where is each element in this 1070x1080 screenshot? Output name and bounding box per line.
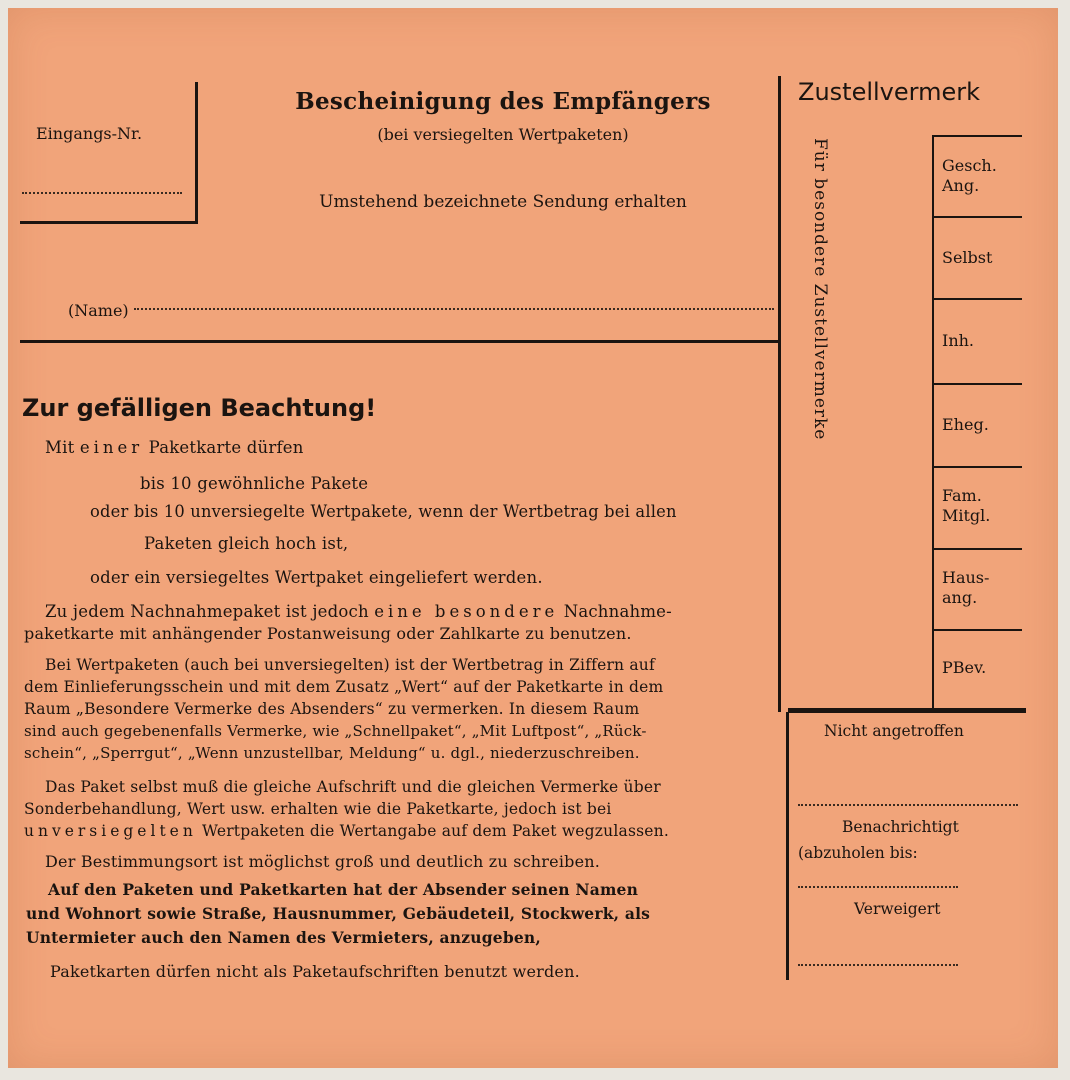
notes-p3-line-2: dem Einlieferungsschein und mit dem Zusatz „Wert“ auf der Paketkarte in dem — [24, 678, 664, 696]
box-divider-1 — [932, 216, 1022, 218]
notes-p2-emph: eine besondere — [374, 602, 559, 621]
eingangs-box-bottom-border — [20, 221, 198, 224]
notes-heading: Zur gefälligen Beachtung! — [22, 394, 377, 422]
box-label-gesch-ang[interactable]: Gesch. Ang. — [942, 156, 997, 195]
not-found-field[interactable] — [798, 804, 1018, 806]
page-title: Bescheinigung des Empfängers — [295, 88, 711, 115]
notes-p3-line-1: Bei Wertpaketen (auch bei unversiegelten) ist der Wertbetrag in Ziffern auf — [45, 656, 655, 674]
not-found-label[interactable]: Nicht angetroffen — [824, 722, 964, 740]
eingangs-box-right-border — [195, 82, 198, 224]
notes-p4-rest: Wertpaketen die Wertangabe auf dem Paket wegzulassen. — [196, 822, 669, 840]
box-label-eheg[interactable]: Eheg. — [942, 415, 989, 434]
box-divider-2 — [932, 298, 1022, 300]
name-label: (Name) — [68, 301, 129, 320]
box-divider-5 — [932, 548, 1022, 550]
page-subtitle: (bei versiegelten Wertpaketen) — [377, 125, 629, 144]
notes-p3-line-4: sind auch gegebenenfalls Vermerke, wie „Schnellpaket“, „Mit Luftpost“, „Rück- — [24, 722, 647, 740]
notes-p4-emph: unversiegelten — [24, 822, 197, 840]
notes-line-5: oder ein versiegeltes Wertpaket eingeliefert werden. — [90, 568, 543, 587]
box-divider-4 — [932, 466, 1022, 468]
notes-line-1-a: Mit — [45, 438, 80, 457]
box-label-haus-ang[interactable]: Haus- ang. — [942, 568, 990, 607]
box-divider-3 — [932, 383, 1022, 385]
refused-field[interactable] — [798, 964, 958, 966]
notes-line-4: Paketen gleich hoch ist, — [144, 534, 349, 553]
box-label-fam-mitgl[interactable]: Fam. Mitgl. — [942, 486, 991, 525]
notes-line-1-c: Paketkarte dürfen — [143, 438, 304, 457]
boxes-left-border — [932, 136, 934, 710]
notified-label[interactable]: Benachrichtigt — [842, 818, 959, 836]
notes-line-1 — [45, 438, 304, 457]
right-column-divider — [788, 708, 1026, 713]
notes-p4-line-3 — [24, 822, 669, 840]
header-divider — [20, 340, 780, 343]
notes-p6-line-1: Auf den Paketen und Paketkarten hat der Absender seinen Namen — [48, 880, 639, 899]
notes-p2-c: Nachnahme- — [558, 602, 672, 621]
notes-p7: Paketkarten dürfen nicht als Paketaufschriften benutzt werden. — [50, 962, 580, 981]
pickup-date-field[interactable] — [798, 886, 958, 888]
box-label-pbev[interactable]: PBev. — [942, 658, 987, 677]
notes-line-1-emph: einer — [79, 438, 144, 457]
main-vertical-divider — [778, 76, 781, 712]
notes-line-2: bis 10 gewöhnliche Pakete — [140, 474, 369, 493]
box-label-selbst[interactable]: Selbst — [942, 248, 993, 267]
refused-label[interactable]: Verweigert — [854, 900, 941, 918]
notes-p6-line-2: und Wohnort sowie Straße, Hausnummer, Gebäudeteil, Stockwerk, als — [26, 904, 651, 923]
eingangs-number-field[interactable] — [22, 192, 182, 194]
box-label-inh[interactable]: Inh. — [942, 331, 975, 350]
notes-p3-line-3: Raum „Besondere Vermerke des Absenders“ zu vermerken. In diesem Raum — [24, 700, 640, 718]
parcel-card-back — [8, 8, 1058, 1068]
notes-p2-line-2: paketkarte mit anhängender Postanweisung oder Zahlkarte zu benutzen. — [24, 624, 632, 643]
notes-line-3: oder bis 10 unversiegelte Wertpakete, wenn der Wertbetrag bei allen — [90, 502, 677, 521]
zustellvermerk-title: Zustellvermerk — [798, 78, 980, 106]
pickup-until-label[interactable]: (abzuholen bis: — [798, 844, 918, 862]
notes-p5: Der Bestimmungsort ist möglichst groß und deutlich zu schreiben. — [45, 852, 601, 871]
vertical-delivery-notes-label: Für besondere Zustellvermerke — [810, 138, 830, 441]
notes-p2-line-1 — [45, 602, 672, 621]
notes-p4-line-1: Das Paket selbst muß die gleiche Aufschrift und die gleichen Vermerke über — [45, 778, 661, 796]
lower-vertical-divider — [786, 712, 789, 980]
eingangs-label: Eingangs-Nr. — [36, 124, 143, 143]
received-statement: Umstehend bezeichnete Sendung erhalten — [319, 192, 687, 212]
notes-p2-a: Zu jedem Nachnahmepaket ist jedoch — [45, 602, 375, 621]
notes-p6-line-3: Untermieter auch den Namen des Vermieters, anzugeben, — [26, 928, 541, 947]
name-signature-field[interactable] — [134, 308, 774, 310]
notes-p3-line-5: schein“, „Sperrgut“, „Wenn unzustellbar, Meldung“ u. dgl., niederzuschreiben. — [24, 744, 640, 762]
notes-p4-line-2: Sonderbehandlung, Wert usw. erhalten wie die Paketkarte, jedoch ist bei — [24, 800, 612, 818]
box-divider-6 — [932, 629, 1022, 631]
box-top-border — [932, 135, 1022, 137]
